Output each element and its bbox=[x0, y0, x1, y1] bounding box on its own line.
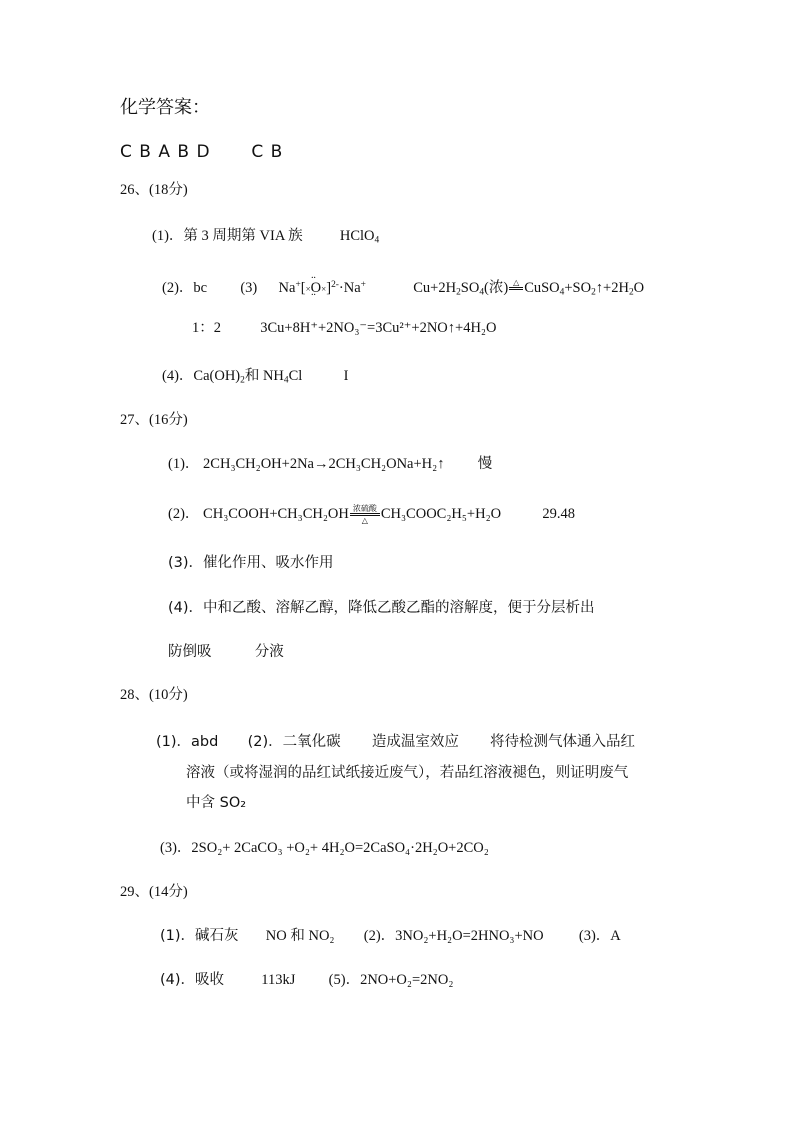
q27-p5-b: 分液 bbox=[254, 644, 284, 660]
q27-p2-right: CH₃COOC₂H₅+H₂O bbox=[380, 506, 502, 522]
q28-part1-end: 中含 SO₂ bbox=[186, 795, 247, 811]
q27-p2-condition: 浓硫酸 △ bbox=[350, 504, 380, 525]
q29-p4-c: (5)．2NO+O₂=2NO₂ bbox=[328, 972, 454, 988]
q29-part1 bbox=[160, 926, 621, 946]
q26-p4-answer: I bbox=[343, 368, 349, 384]
q26-part1 bbox=[152, 226, 379, 246]
q27-p1-label: (1)． bbox=[168, 456, 200, 472]
q29-p1-c: (2)．3NO₂+H₂O=2HNO₃+NO bbox=[363, 928, 544, 944]
q26-part4 bbox=[162, 366, 348, 386]
q26-p1-label: (1)．第 3 周期第 VIA 族 bbox=[152, 228, 303, 244]
q26-p4-text: (4)．$Ca(OH)_2$和 $NH_4Cl$ bbox=[162, 368, 303, 386]
q26-p1-acid: HClO$_4$ bbox=[339, 228, 380, 246]
q28-part1 bbox=[156, 732, 635, 752]
q26-ratio-line bbox=[192, 318, 496, 338]
q26-ratio: 1：2 bbox=[192, 320, 221, 336]
q27-p2-answer: 29.48 bbox=[542, 506, 575, 522]
q28-p1-a: (1)．abd bbox=[156, 734, 219, 750]
page-title: 化学答案： bbox=[120, 97, 210, 118]
q26-p2-label: (2)．bc bbox=[162, 280, 208, 296]
q26-p3-label: (3) bbox=[240, 280, 258, 296]
q27-p2-label: (2)． bbox=[168, 506, 200, 522]
q29-p1-b: NO 和 NO₂ bbox=[265, 928, 335, 944]
q27-part3: (3)．催化作用、吸水作用 bbox=[168, 555, 334, 571]
q29-part4 bbox=[160, 970, 453, 990]
q26-eq2: 3Cu+8H⁺+2NO₃⁻=3Cu²⁺+2NO↑+4H₂O bbox=[260, 320, 497, 336]
q28-header: 28、(10分) bbox=[120, 687, 188, 703]
q27-part2 bbox=[168, 504, 575, 525]
q29-p4-b: 113kJ bbox=[261, 972, 296, 988]
q28-p1-b: (2)．二氧化碳 bbox=[247, 734, 341, 750]
q27-p1-answer: 慢 bbox=[477, 456, 493, 472]
q27-part4: (4)．中和乙酸、溶解乙醇，降低乙酸乙酯的溶解度，便于分层析出 bbox=[168, 600, 595, 616]
q26-eq1: $Cu+2H_2SO_4$(浓) △ $CuSO_4+SO_2↑+2H_2O$ bbox=[413, 278, 645, 298]
q27-p5-a: 防倒吸 bbox=[168, 644, 212, 660]
q28-part3: (3)．2SO₂+ 2CaCO₃ +O₂+ 4H₂O=2CaSO₄·2H₂O+2CO₂ bbox=[160, 840, 489, 856]
q29-header: 29、(14分) bbox=[120, 884, 188, 900]
electron-formula: $Na^+[\times\cdot\cdot O \cdot\cdot\times]^{2-}\cdot Na^+$ bbox=[279, 280, 366, 296]
q29-p1-d: (3)．A bbox=[578, 928, 621, 944]
mcq-group-2: C B bbox=[251, 142, 284, 162]
q27-part5 bbox=[168, 642, 284, 662]
q27-part1 bbox=[168, 454, 492, 474]
mcq-group-1: C B A B D bbox=[120, 142, 211, 162]
q27-p1-eq: 2CH₃CH₂OH+2Na→2CH₃CH₂ONa+H₂↑ bbox=[203, 456, 445, 472]
q27-header: 27、(16分) bbox=[120, 412, 188, 428]
q28-part1-cont: 溶液（或将湿润的品红试纸接近废气），若品红溶液褪色，则证明废气 bbox=[186, 765, 629, 781]
mcq-answers bbox=[120, 142, 283, 162]
q27-p2-left: CH₃COOH+CH₃CH₂OH bbox=[203, 506, 349, 522]
q28-p1-c: 造成温室效应 bbox=[371, 734, 459, 750]
q26-header: 26、(18分) bbox=[120, 182, 188, 198]
q26-part2-3 bbox=[162, 278, 644, 299]
q29-p4-a: (4)．吸收 bbox=[160, 972, 225, 988]
q29-p1-a: (1)．碱石灰 bbox=[160, 928, 239, 944]
q28-p1-d: 将待检测气体通入品红 bbox=[490, 734, 636, 750]
